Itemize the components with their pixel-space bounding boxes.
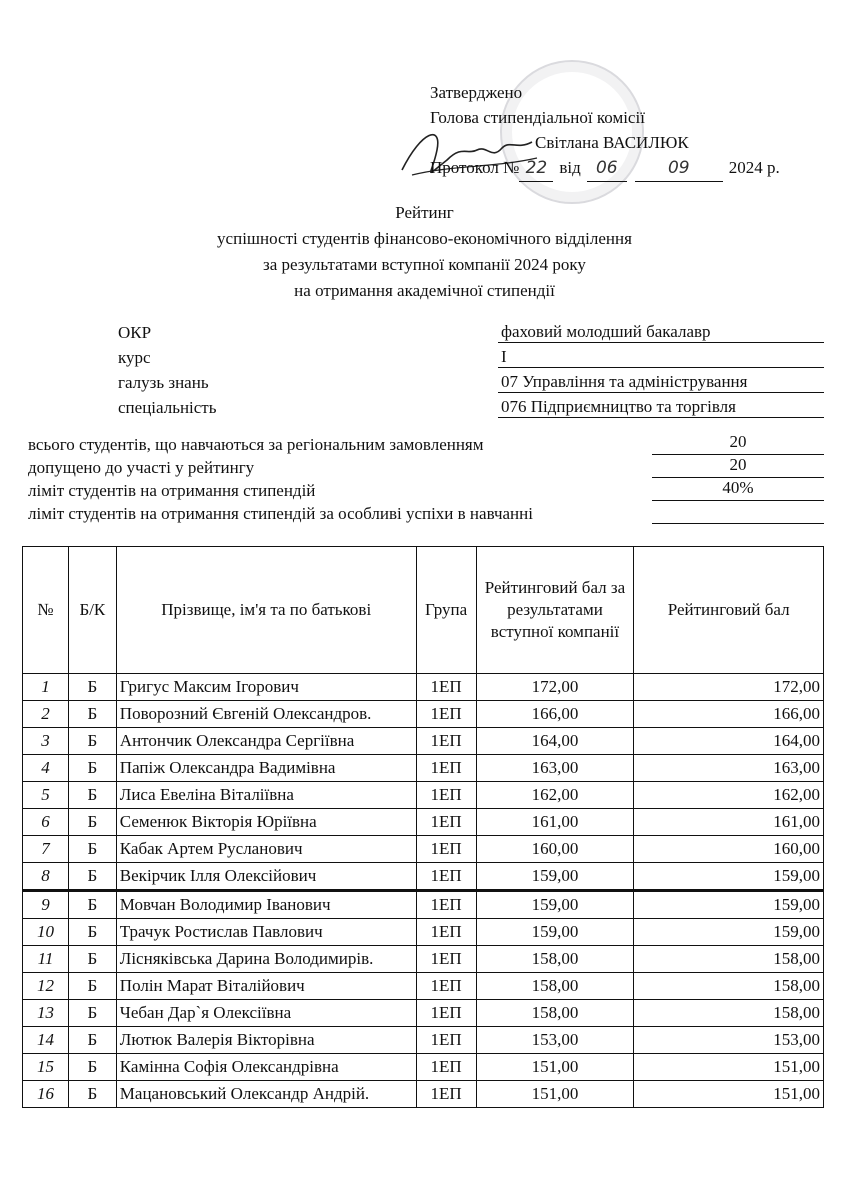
- header-bk: Б/К: [68, 547, 116, 674]
- limit-value: 40%: [652, 478, 824, 501]
- title-line-2: успішності студентів фінансово-економічного відділення: [217, 229, 632, 248]
- protocol-prefix: Протокол №: [430, 158, 520, 177]
- row-number: 6: [23, 809, 69, 836]
- row-group: 1ЕП: [416, 755, 476, 782]
- student-limits: [28, 432, 824, 524]
- row-name: Мовчан Володимир Іванович: [116, 891, 416, 919]
- row-number: 13: [23, 1000, 69, 1027]
- row-number: 1: [23, 674, 69, 701]
- row-bk: Б: [68, 973, 116, 1000]
- row-bk: Б: [68, 701, 116, 728]
- row-group: 1ЕП: [416, 891, 476, 919]
- row-group: 1ЕП: [416, 674, 476, 701]
- row-number: 5: [23, 782, 69, 809]
- row-score: 166,00: [634, 701, 824, 728]
- row-group: 1ЕП: [416, 836, 476, 863]
- row-group: 1ЕП: [416, 973, 476, 1000]
- row-entry-score: 164,00: [476, 728, 634, 755]
- table-row: [23, 755, 824, 782]
- row-entry-score: 158,00: [476, 1000, 634, 1027]
- row-number: 2: [23, 701, 69, 728]
- limit-value: 20: [652, 432, 824, 455]
- param-row: [118, 318, 824, 343]
- limit-row: [28, 455, 824, 478]
- row-number: 3: [23, 728, 69, 755]
- row-name: Папіж Олександра Вадимівна: [116, 755, 416, 782]
- limit-value: [652, 501, 824, 524]
- row-group: 1ЕП: [416, 863, 476, 891]
- row-score: 151,00: [634, 1081, 824, 1108]
- row-bk: Б: [68, 1054, 116, 1081]
- header-name: Прізвище, ім'я та по батькові: [116, 547, 416, 674]
- row-name: Григус Максим Ігорович: [116, 674, 416, 701]
- row-group: 1ЕП: [416, 1054, 476, 1081]
- header-group: Група: [416, 547, 476, 674]
- row-name: Антончик Олександра Сергіївна: [116, 728, 416, 755]
- param-key: галузь знань: [118, 373, 209, 392]
- row-bk: Б: [68, 919, 116, 946]
- header-num: №: [23, 547, 69, 674]
- header-entry-score: Рейтинговий бал за результатами вступної компанії: [476, 547, 634, 674]
- row-bk: Б: [68, 946, 116, 973]
- row-entry-score: 159,00: [476, 919, 634, 946]
- row-entry-score: 159,00: [476, 891, 634, 919]
- row-entry-score: 159,00: [476, 863, 634, 891]
- row-number: 15: [23, 1054, 69, 1081]
- row-entry-score: 160,00: [476, 836, 634, 863]
- table-row: [23, 674, 824, 701]
- commission-head-name: Світлана ВАСИЛЮК: [535, 133, 689, 152]
- row-score: 158,00: [634, 946, 824, 973]
- table-row: [23, 1000, 824, 1027]
- table-header-row: [23, 547, 824, 674]
- row-name: Лісняківська Дарина Володимирів.: [116, 946, 416, 973]
- param-value: 07 Управління та адміністрування: [498, 372, 824, 393]
- protocol-number: 22: [519, 156, 553, 182]
- commission-head-position: Голова стипендіальної комісії: [430, 108, 645, 127]
- param-key: курс: [118, 348, 151, 367]
- row-number: 14: [23, 1027, 69, 1054]
- limit-row: [28, 478, 824, 501]
- title-line-1: Рейтинг: [395, 203, 454, 222]
- row-name: Трачук Ростислав Павлович: [116, 919, 416, 946]
- row-name: Полін Марат Віталійович: [116, 973, 416, 1000]
- row-entry-score: 151,00: [476, 1054, 634, 1081]
- limit-key: ліміт студентів на отримання стипендій: [28, 481, 316, 500]
- limit-key: допущено до участі у рейтингу: [28, 458, 255, 477]
- table-row: [23, 863, 824, 891]
- program-params: [118, 318, 824, 418]
- row-bk: Б: [68, 1027, 116, 1054]
- row-entry-score: 158,00: [476, 973, 634, 1000]
- row-group: 1ЕП: [416, 809, 476, 836]
- row-name: Кабак Артем Русланович: [116, 836, 416, 863]
- row-score: 164,00: [634, 728, 824, 755]
- limit-value: 20: [652, 455, 824, 478]
- row-bk: Б: [68, 674, 116, 701]
- table-row: [23, 1081, 824, 1108]
- row-score: 159,00: [634, 863, 824, 891]
- date-word: від: [559, 158, 581, 177]
- row-score: 160,00: [634, 836, 824, 863]
- limit-row: [28, 432, 824, 455]
- row-group: 1ЕП: [416, 1081, 476, 1108]
- row-bk: Б: [68, 891, 116, 919]
- row-entry-score: 162,00: [476, 782, 634, 809]
- protocol-month: 09: [635, 156, 723, 182]
- table-row: [23, 728, 824, 755]
- row-group: 1ЕП: [416, 701, 476, 728]
- table-row: [23, 919, 824, 946]
- param-row: [118, 393, 824, 418]
- row-name: Семенюк Вікторія Юріївна: [116, 809, 416, 836]
- row-name: Векірчик Ілля Олексійович: [116, 863, 416, 891]
- title-line-3: за результатами вступної компанії 2024 року: [263, 255, 586, 274]
- row-bk: Б: [68, 782, 116, 809]
- row-score: 159,00: [634, 919, 824, 946]
- row-name: Мацановський Олександр Андрій.: [116, 1081, 416, 1108]
- row-entry-score: 172,00: [476, 674, 634, 701]
- param-key: спеціальність: [118, 398, 217, 417]
- row-bk: Б: [68, 836, 116, 863]
- rating-table: [22, 546, 824, 1108]
- limit-key: ліміт студентів на отримання стипендій за особливі успіхи в навчанні: [28, 504, 533, 523]
- row-number: 11: [23, 946, 69, 973]
- row-number: 12: [23, 973, 69, 1000]
- row-number: 4: [23, 755, 69, 782]
- param-row: [118, 368, 824, 393]
- protocol-line: [430, 155, 780, 182]
- param-value: фаховий молодший бакалавр: [498, 322, 824, 343]
- row-bk: Б: [68, 809, 116, 836]
- row-bk: Б: [68, 1081, 116, 1108]
- row-number: 16: [23, 1081, 69, 1108]
- row-bk: Б: [68, 863, 116, 891]
- row-score: 172,00: [634, 674, 824, 701]
- param-row: [118, 343, 824, 368]
- row-score: 158,00: [634, 973, 824, 1000]
- row-group: 1ЕП: [416, 782, 476, 809]
- row-score: 153,00: [634, 1027, 824, 1054]
- row-entry-score: 153,00: [476, 1027, 634, 1054]
- row-group: 1ЕП: [416, 1000, 476, 1027]
- row-name: Поворозний Євгеній Олександров.: [116, 701, 416, 728]
- header-score: Рейтинговий бал: [634, 547, 824, 674]
- row-bk: Б: [68, 755, 116, 782]
- row-score: 158,00: [634, 1000, 824, 1027]
- row-entry-score: 166,00: [476, 701, 634, 728]
- row-score: 151,00: [634, 1054, 824, 1081]
- row-name: Чебан Дар`я Олексіївна: [116, 1000, 416, 1027]
- row-number: 10: [23, 919, 69, 946]
- row-group: 1ЕП: [416, 919, 476, 946]
- table-row: [23, 946, 824, 973]
- protocol-year: 2024 р.: [728, 158, 780, 177]
- table-row: [23, 1027, 824, 1054]
- row-score: 162,00: [634, 782, 824, 809]
- row-bk: Б: [68, 1000, 116, 1027]
- table-row: [23, 701, 824, 728]
- approved-label: Затверджено: [430, 83, 523, 102]
- row-number: 8: [23, 863, 69, 891]
- approval-block: [430, 80, 780, 182]
- row-entry-score: 151,00: [476, 1081, 634, 1108]
- row-score: 159,00: [634, 891, 824, 919]
- param-value: І: [498, 347, 824, 368]
- row-entry-score: 161,00: [476, 809, 634, 836]
- row-group: 1ЕП: [416, 728, 476, 755]
- title-line-4: на отримання академічної стипендії: [294, 281, 555, 300]
- table-row: [23, 891, 824, 919]
- table-row: [23, 836, 824, 863]
- row-score: 163,00: [634, 755, 824, 782]
- row-number: 7: [23, 836, 69, 863]
- row-entry-score: 163,00: [476, 755, 634, 782]
- row-bk: Б: [68, 728, 116, 755]
- row-group: 1ЕП: [416, 946, 476, 973]
- table-row: [23, 809, 824, 836]
- param-key: ОКР: [118, 323, 152, 342]
- table-row: [23, 973, 824, 1000]
- limit-key: всього студентів, що навчаються за регіональним замовленням: [28, 435, 484, 454]
- row-name: Лютюк Валерія Вікторівна: [116, 1027, 416, 1054]
- row-group: 1ЕП: [416, 1027, 476, 1054]
- row-name: Лиса Евеліна Віталіївна: [116, 782, 416, 809]
- param-value: 076 Підприємництво та торгівля: [498, 397, 824, 418]
- row-score: 161,00: [634, 809, 824, 836]
- table-row: [23, 1054, 824, 1081]
- row-name: Камінна Софія Олександрівна: [116, 1054, 416, 1081]
- row-number: 9: [23, 891, 69, 919]
- document-title: [0, 200, 849, 304]
- protocol-day: 06: [587, 156, 627, 182]
- limit-row: [28, 501, 824, 524]
- table-row: [23, 782, 824, 809]
- row-entry-score: 158,00: [476, 946, 634, 973]
